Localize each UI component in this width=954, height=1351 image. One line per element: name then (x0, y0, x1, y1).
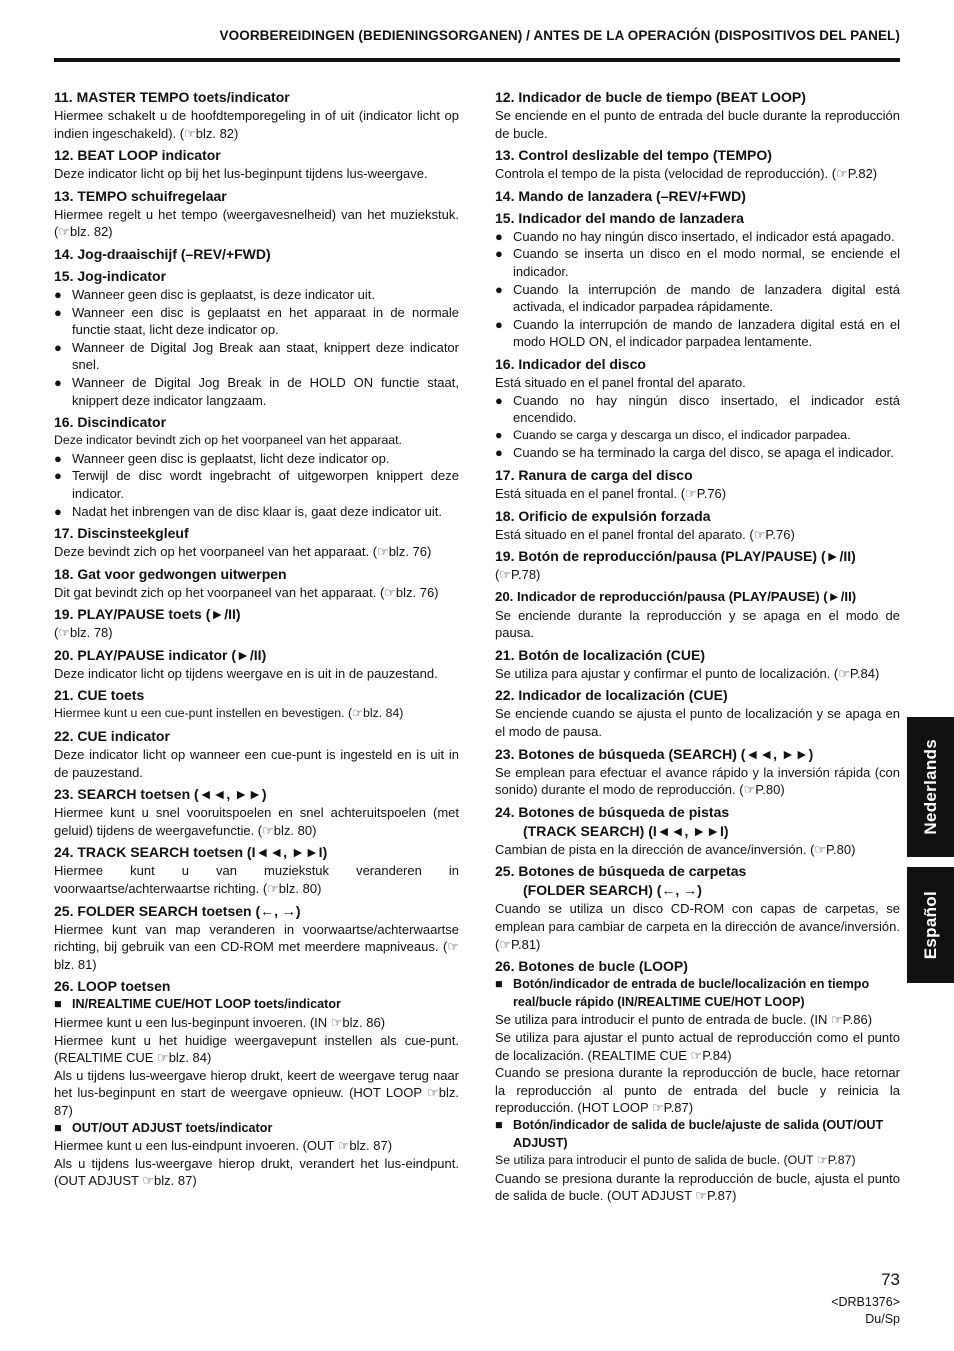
section-20 (495, 588, 900, 642)
bullet-icon: ● (495, 228, 503, 244)
section-heading: 12. BEAT LOOP indicator (54, 147, 221, 164)
dutch-column (54, 88, 459, 1194)
section-15 (495, 209, 900, 351)
section-heading: 13. TEMPO schuifregelaar (54, 187, 227, 204)
side-tab-label: Nederlands (920, 739, 940, 835)
bullet-text: Cuando se ha terminado la carga del disco, se apaga el indicador. (513, 445, 894, 461)
bullet-text: Cuando la interrupción de mando de lanzadera digital está en el modo HOLD ON, el indicador parpadea lentamente. (513, 316, 900, 350)
bullet-item (54, 467, 459, 502)
square-bullet-icon: ■ (54, 997, 62, 1012)
section-heading-line2: (TRACK SEARCH) (I◄◄, ►►I) (523, 822, 729, 839)
square-bullet-icon: ■ (495, 1117, 503, 1132)
section-text: Deze indicator bevindt zich op het voorpaneel van het apparaat. (54, 433, 402, 448)
bullet-item (495, 392, 900, 427)
section-21 (54, 686, 459, 723)
bullet-text: Wanneer geen disc is geplaatst, is deze indicator uit. (72, 286, 376, 302)
section-heading: 23. SEARCH toetsen (◄◄, ►►) (54, 786, 267, 803)
section-heading: 20. Indicador de reproducción/pausa (PLAY/PAUSE) (►/II) (495, 588, 857, 604)
section-22 (54, 727, 459, 781)
section-18 (495, 507, 900, 544)
bullet-text: Nadat het inbrengen van de disc klaar is, gaat deze indicator uit. (72, 503, 443, 519)
section-heading: 15. Jog-indicator (54, 267, 167, 284)
section-heading: 16. Indicador del disco (495, 355, 646, 372)
side-tab-espanol (907, 867, 954, 983)
section-18 (54, 565, 459, 602)
section-text: Als u tijdens lus-weergave hierop drukt, keert de weergave terug naar het lus-beginpunt en start de weergave opnieuw. (HOT LOOP ☞blz. 87) (54, 1067, 459, 1118)
section-heading: 24. Botones de búsqueda de pistas (495, 803, 730, 820)
sub-heading: ■ Botón/indicador de entrada de bucle/localización en tiempo real/bucle rápido (IN/REALTIME CUE/HOT LOOP) (495, 977, 870, 1009)
section-14 (495, 187, 900, 205)
section-heading: 19. PLAY/PAUSE toets (►/II) (54, 606, 241, 623)
section-heading: 14. Mando de lanzadera (–REV/+FWD) (495, 187, 746, 204)
section-text: Deze indicator licht op bij het lus-beginpunt tijdens lus-weergave. (54, 166, 428, 182)
bullet-icon: ● (54, 304, 62, 320)
bullet-item (54, 304, 459, 339)
section-text: Se enciende cuando se ajusta el punto de localización y se apaga en el modo de pausa. (495, 706, 900, 740)
section-heading: 17. Ranura de carga del disco (495, 466, 693, 483)
section-text: Está situada en el panel frontal. (☞P.76) (495, 485, 727, 501)
section-13 (495, 146, 900, 183)
document-code (760, 1294, 900, 1327)
section-20 (54, 646, 459, 683)
section-text: Se utiliza para introducir el punto de entrada de bucle. (IN ☞P.86) (495, 1012, 873, 1028)
bullet-item (495, 427, 900, 445)
section-text: Hiermee kunt van map veranderen in voorwaartse/achterwaartse richting, bij gebruik van een CD-ROM met meerdere mapniveaus. (☞blz. 81) (54, 921, 459, 972)
section-heading: 11. MASTER TEMPO toets/indicator (54, 89, 290, 105)
section-text: Hiermee kunt u een cue-punt instellen en bevestigen. (☞blz. 84) (54, 706, 404, 721)
section-heading: 26. LOOP toetsen (54, 978, 171, 995)
bullet-item (495, 245, 900, 280)
section-text: Hiermee schakelt u de hoofdtemporegeling in of uit (indicator licht op indien ingeschakeld). (☞blz. 82) (54, 108, 459, 141)
section-19 (495, 547, 900, 584)
section-text: Hiermee kunt u snel vooruitspoelen en snel achteruitspoelen (met geluid) tijdens de weergavefunctie. (☞blz. 80) (54, 805, 459, 838)
sub-heading: ■ OUT/OUT ADJUST toets/indicator (54, 1120, 459, 1138)
bullet-text: Wanneer de Digital Jog Break in de HOLD ON functie staat, knippert deze indicator langzaam. (72, 374, 459, 408)
section-heading-line2: (FOLDER SEARCH) (←, →) (523, 882, 702, 899)
square-bullet-icon: ■ (54, 1120, 62, 1135)
bullet-item (54, 450, 459, 468)
page-header: VOORBEREIDINGEN (BEDIENINGSORGANEN) / ANTES DE LA OPERACIÓN (DISPOSITIVOS DEL PANEL) (219, 28, 900, 43)
section-11 (54, 88, 459, 142)
sub-heading: ■ IN/REALTIME CUE/HOT LOOP toets/indicator (54, 996, 459, 1014)
bullet-text: Wanneer een disc is geplaatst en het apparaat in de normale functie staat, licht deze indicator op. (72, 304, 459, 338)
bullet-text: Cuando no hay ningún disco insertado, el indicador está apagado. (513, 228, 895, 244)
section-text: Hiermee kunt u een lus-eindpunt invoeren. (OUT ☞blz. 87) (54, 1138, 393, 1154)
section-heading: 20. PLAY/PAUSE indicator (►/II) (54, 646, 267, 663)
section-heading: 12. Indicador de bucle de tiempo (BEAT LOOP) (495, 89, 806, 105)
section-heading: 21. CUE toets (54, 687, 145, 704)
section-heading: 25. FOLDER SEARCH toetsen (←, →) (54, 902, 301, 919)
bullet-icon: ● (54, 450, 62, 466)
section-24 (54, 843, 459, 897)
section-text: Dit gat bevindt zich op het voorpaneel van het apparaat. (☞blz. 76) (54, 584, 439, 600)
section-text: Hiermee kunt u het huidige weergavepunt instellen als cue-punt. (REALTIME CUE ☞blz. 84) (54, 1032, 459, 1066)
section-heading: 22. CUE indicator (54, 728, 170, 745)
bullet-item (495, 228, 900, 246)
bullet-text: Wanneer geen disc is geplaatst, licht deze indicator op. (72, 450, 390, 466)
section-heading: 22. Indicador de localización (CUE) (495, 687, 728, 704)
section-heading: 16. Discindicator (54, 414, 167, 431)
section-heading: 15. Indicador del mando de lanzadera (495, 209, 744, 226)
section-26 (495, 957, 900, 1205)
section-12 (495, 88, 900, 142)
section-text: Cuando se presiona durante la reproducción de bucle, ajusta el punto de salida de bucle. (OUT ADJUST ☞P.87) (495, 1170, 900, 1204)
bullet-icon: ● (54, 339, 62, 355)
bullet-icon: ● (495, 427, 503, 442)
bullet-icon: ● (54, 286, 62, 302)
lang-code: Du/Sp (865, 1311, 900, 1326)
section-heading: 21. Botón de localización (CUE) (495, 646, 706, 663)
section-heading: 14. Jog-draaischijf (–REV/+FWD) (54, 245, 271, 262)
header-rule (54, 58, 900, 62)
bullet-item (54, 339, 459, 374)
section-17 (54, 524, 459, 561)
section-heading: 18. Orificio de expulsión forzada (495, 507, 711, 524)
bullet-item (54, 503, 459, 521)
section-text: Está situado en el panel frontal del aparato. (☞P.76) (495, 526, 795, 542)
section-25 (54, 902, 459, 974)
section-text: Deze indicator licht op tijdens weergave en is uit in de pauzestand. (54, 665, 438, 681)
section-text: Cuando se utiliza un disco CD-ROM con capas de carpetas, se emplean para cambiar de carpeta en la dirección de avance/inversión. (☞P.81) (495, 901, 900, 952)
bullet-text: Terwijl de disc wordt ingebracht of uitgeworpen knippert deze indicator. (72, 468, 459, 501)
section-text: (☞blz. 78) (54, 625, 113, 641)
section-25 (495, 862, 900, 953)
bullet-icon: ● (495, 316, 503, 332)
section-text: Deze bevindt zich op het voorpaneel van het apparaat. (☞blz. 76) (54, 544, 432, 560)
section-19 (54, 605, 459, 642)
bullet-icon: ● (495, 246, 503, 262)
bullet-item (495, 281, 900, 316)
section-26 (54, 977, 459, 1190)
section-text: Deze indicator licht op wanneer een cue-punt is ingesteld en is uit in de pauzestand. (54, 747, 459, 780)
section-heading: 25. Botones de búsqueda de carpetas (495, 863, 747, 880)
section-heading: 26. Botones de bucle (LOOP) (495, 958, 688, 975)
section-text: Controla el tempo de la pista (velocidad de reproducción). (☞P.82) (495, 166, 878, 182)
section-text: Als u tijdens lus-weergave hierop drukt, verandert het lus-eindpunt. (OUT ADJUST ☞blz. 87) (54, 1155, 459, 1189)
section-heading: 13. Control deslizable del tempo (TEMPO) (495, 147, 772, 164)
bullet-icon: ● (54, 503, 62, 519)
bullet-text: Wanneer de Digital Jog Break aan staat, knippert deze indicator snel. (72, 339, 459, 373)
section-text: Hiermee regelt u het tempo (weergavesnelheid) van het muziekstuk. (☞blz. 82) (54, 206, 459, 240)
section-14 (54, 245, 459, 263)
section-text: Se enciende durante la reproducción y se apaga en el modo de pausa. (495, 607, 900, 641)
section-16 (54, 413, 459, 520)
section-text: (☞P.78) (495, 567, 541, 583)
section-text: Se utiliza para introducir el punto de salida de bucle. (OUT ☞P.87) (495, 1153, 856, 1168)
bullet-icon: ● (495, 445, 503, 461)
section-heading: 18. Gat voor gedwongen uitwerpen (54, 565, 287, 582)
bullet-text: Cuando no hay ningún disco insertado, el indicador está encendido. (513, 392, 900, 426)
section-heading: 17. Discinsteekgleuf (54, 525, 189, 542)
sub-heading: ■ Botón/indicador de salida de bucle/ajuste de salida (OUT/OUT ADJUST) (495, 1117, 884, 1150)
section-17 (495, 466, 900, 503)
section-text: Se enciende en el punto de entrada del bucle durante la reproducción de bucle. (495, 108, 900, 141)
section-22 (495, 686, 900, 740)
section-text: Cuando se presiona durante la reproducción de bucle, hace retornar la reproducción al punto de entrada del bucle y reinicia la reproducción. (HOT LOOP ☞P.87) (495, 1065, 900, 1116)
doc-code: <DRB1376> (831, 1295, 900, 1309)
bullet-icon: ● (495, 392, 503, 408)
section-12 (54, 146, 459, 183)
bullet-item (495, 316, 900, 351)
bullet-text: Cuando se inserta un disco en el modo normal, se enciende el indicador. (513, 246, 900, 279)
bullet-text: Cuando la interrupción de mando de lanzadera digital está activada, el indicador parpadea rápidamente. (513, 281, 900, 315)
spanish-column (495, 88, 900, 1209)
bullet-item (54, 374, 459, 409)
section-heading: 23. Botones de búsqueda (SEARCH) (◄◄, ►►) (495, 745, 814, 762)
section-21 (495, 646, 900, 683)
bullet-item (54, 286, 459, 304)
side-tab-nederlands (907, 717, 954, 857)
bullet-icon: ● (54, 468, 62, 484)
bullet-item (495, 444, 900, 462)
square-bullet-icon: ■ (495, 977, 503, 992)
bullet-icon: ● (54, 374, 62, 390)
section-text: Cambian de pista en la dirección de avance/inversión. (☞P.80) (495, 841, 856, 857)
section-text: Hiermee kunt u van muziekstuk veranderen in voorwaartse/achterwaartse richting. (☞blz. 80) (54, 863, 459, 897)
section-15 (54, 267, 459, 409)
section-23 (54, 785, 459, 839)
section-16 (495, 355, 900, 462)
section-text: Está situado en el panel frontal del aparato. (495, 374, 746, 390)
section-heading: 19. Botón de reproducción/pausa (PLAY/PAUSE) (►/II) (495, 548, 856, 565)
section-13 (54, 187, 459, 241)
section-text: Se utiliza para ajustar el punto actual de reproducción como el punto de localización. (REALTIME CUE ☞P.84) (495, 1030, 900, 1063)
section-heading: 24. TRACK SEARCH toetsen (I◄◄, ►►I) (54, 844, 328, 861)
bullet-icon: ● (495, 281, 503, 297)
page-number: 73 (881, 1270, 900, 1289)
bullet-text: Cuando se carga y descarga un disco, el indicador parpadea. (513, 427, 851, 442)
section-text: Se emplean para efectuar el avance rápido y la inversión rápida (con sonido) durante el modo de reproducción. (☞P.80) (495, 764, 900, 798)
section-text: Hiermee kunt u een lus-beginpunt invoeren. (IN ☞blz. 86) (54, 1015, 386, 1030)
side-tab-label: Español (920, 890, 940, 960)
section-24 (495, 803, 900, 859)
section-23 (495, 745, 900, 799)
section-text: Se utiliza para ajustar y confirmar el punto de localización. (☞P.84) (495, 665, 880, 681)
